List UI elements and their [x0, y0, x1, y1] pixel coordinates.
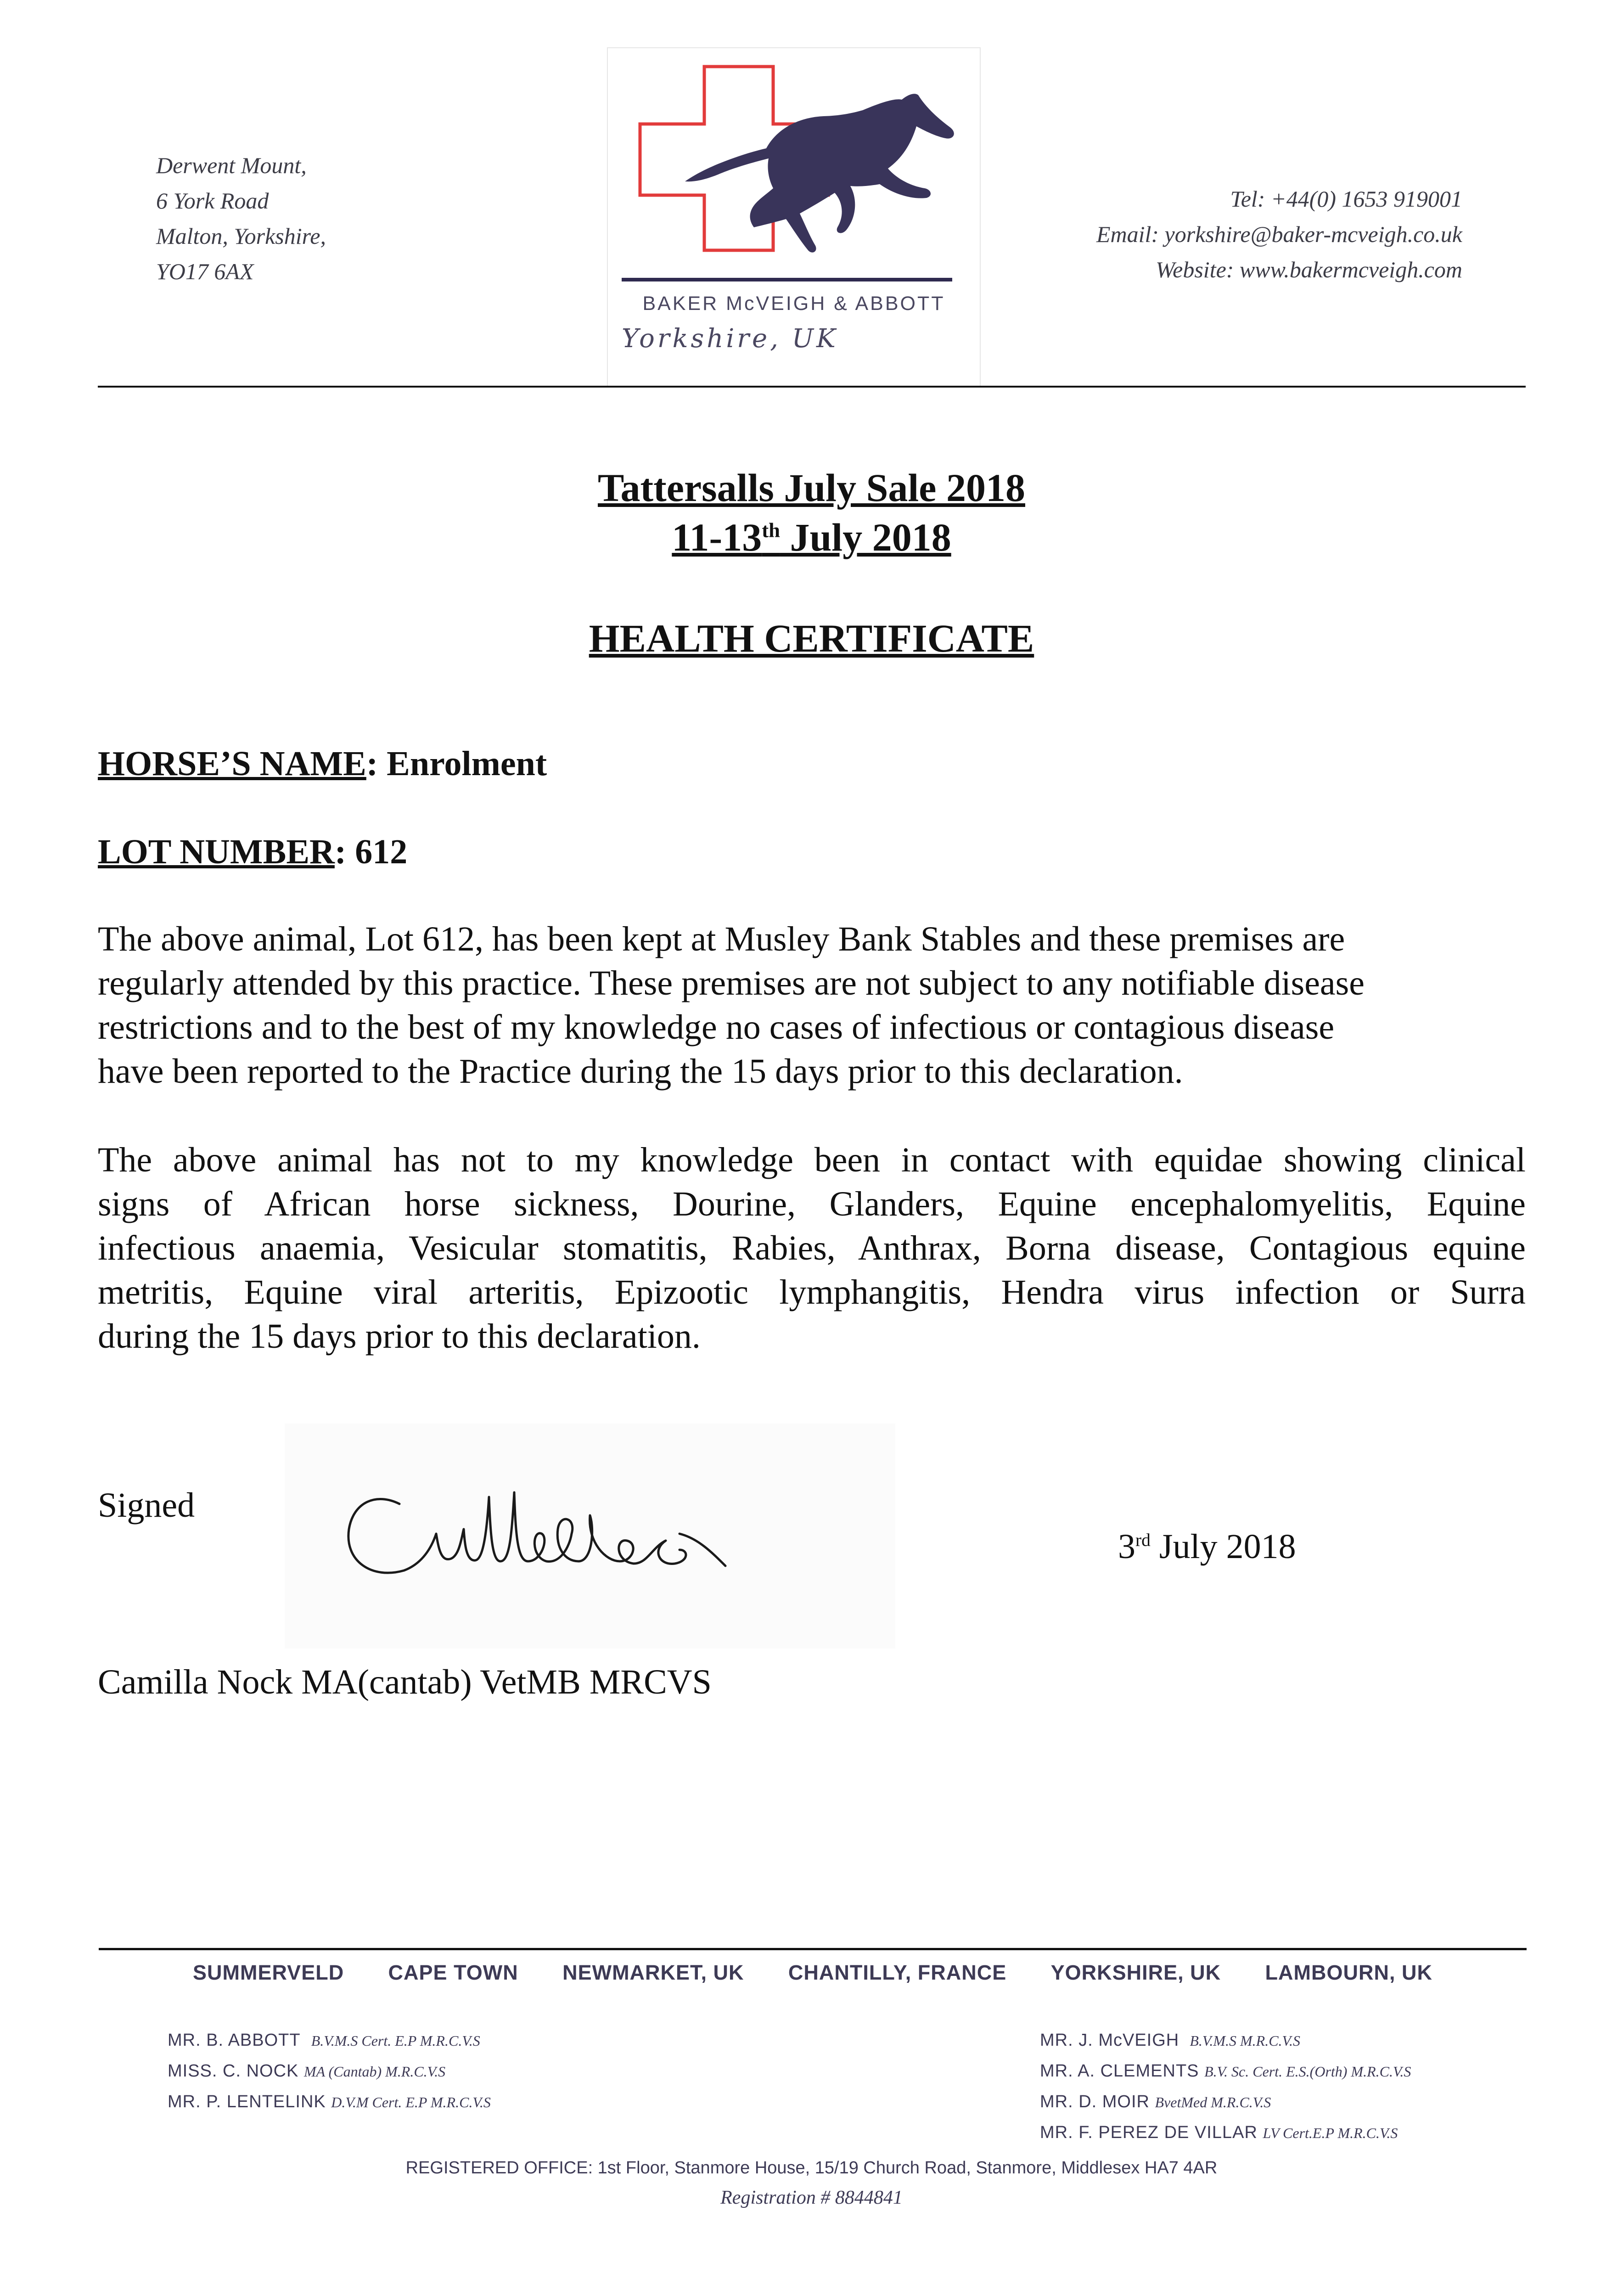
partner-name: MR. J. McVEIGH: [1040, 2031, 1179, 2050]
header-divider: [98, 386, 1526, 388]
signature-date: [1118, 1527, 1296, 1567]
paragraph-line: The above animal has not to my knowledge been in contact with equidae showing clinical: [98, 1141, 1526, 1179]
office-location: SUMMERVELD: [193, 1961, 344, 1984]
paragraph-line: The above animal, Lot 612, has been kept at Musley Bank Stables and these premises are: [98, 920, 1345, 958]
partner: [168, 2025, 491, 2056]
paragraph-line: have been reported to the Practice during the 15 days prior to this declaration.: [98, 1052, 1183, 1091]
horse-icon: [685, 94, 954, 252]
office-location: CAPE TOWN: [388, 1961, 518, 1984]
partner-quals: LV Cert.E.P M.R.C.V.S: [1263, 2125, 1398, 2141]
paragraph-line: regularly attended by this practice. These premises are not subject to any notifiable disease: [98, 964, 1365, 1002]
horse-name-field: [98, 744, 547, 784]
registered-office: REGISTERED OFFICE: 1st Floor, Stanmore House, 15/19 Church Road, Stanmore, Middlesex HA7 4AR: [405, 2158, 1218, 2178]
logo-divider: [622, 278, 952, 281]
partner-name: MR. A. CLEMENTS: [1040, 2061, 1199, 2081]
signer-name: Camilla Nock MA(cantab) VetMB MRCVS: [98, 1663, 712, 1701]
partner-name: MR. D. MOIR: [1040, 2092, 1150, 2111]
partner: [1040, 2025, 1411, 2056]
contact-website: Website: www.bakermcveigh.com: [1156, 257, 1462, 282]
sale-date-suffix: July 2018: [780, 515, 951, 559]
date-rest: July 2018: [1150, 1527, 1296, 1566]
footer-divider: [99, 1948, 1527, 1950]
partner: [1040, 2056, 1411, 2087]
office-location: YORKSHIRE, UK: [1050, 1961, 1221, 1984]
office-location: LAMBOURN, UK: [1265, 1961, 1432, 1984]
premises-paragraph: [98, 917, 1526, 1093]
partner: [1040, 2087, 1411, 2117]
lot-number-field: [98, 832, 407, 872]
date-suffix: rd: [1135, 1530, 1151, 1550]
handwritten-signature-icon: [285, 1424, 895, 1649]
date-day: 3: [1118, 1527, 1135, 1566]
partner: [168, 2087, 491, 2117]
sale-title: Tattersalls July Sale 2018: [598, 466, 1025, 510]
paragraph-line: metritis, Equine viral arteritis, Epizootic lymphangitis, Hendra virus infection or Surra: [98, 1273, 1526, 1311]
sale-dates: [0, 514, 1623, 560]
horse-name-label: HORSE’S NAME: [98, 744, 366, 783]
partners-left: [168, 2025, 491, 2117]
signature-image: [285, 1424, 895, 1649]
partner-name: MR. F. PEREZ DE VILLAR: [1040, 2123, 1258, 2142]
partner-name: MISS. C. NOCK: [168, 2061, 299, 2081]
office-location: CHANTILLY, FRANCE: [788, 1961, 1007, 1984]
address-line: Derwent Mount,: [156, 152, 307, 178]
lot-number-label: LOT NUMBER: [98, 833, 335, 871]
paragraph-line: restrictions and to the best of my knowledge no cases of infectious or contagious disease: [98, 1008, 1335, 1047]
partner-quals: B.V.M.S M.R.C.V.S: [1190, 2032, 1300, 2049]
signed-label: Signed: [98, 1486, 195, 1525]
partner-quals: BvetMed M.R.C.V.S: [1155, 2094, 1271, 2110]
partner-quals: D.V.M Cert. E.P M.R.C.V.S: [331, 2094, 491, 2110]
registration-number: Registration # 8844841: [720, 2187, 903, 2208]
sale-date-sup: th: [762, 518, 780, 542]
contact-phone: Tel: +44(0) 1653 919001: [1230, 186, 1462, 212]
paragraph-line: infectious anaemia, Vesicular stomatitis, Rabies, Anthrax, Borna disease, Contagious equine: [98, 1229, 1526, 1267]
partners-right: [1040, 2025, 1411, 2148]
horse-name-value: : Enrolment: [366, 744, 547, 783]
logo-name: BAKER McVEIGH & ABBOTT: [642, 293, 945, 315]
paragraph-line: signs of African horse sickness, Dourine, Glanders, Equine encephalomyelitis, Equine: [98, 1185, 1526, 1223]
partner-name: MR. P. LENTELINK: [168, 2092, 326, 2111]
address-line: YO17 6AX: [156, 259, 254, 284]
office-locations: [193, 1952, 1432, 1994]
practice-contact: [1096, 181, 1462, 287]
contact-email: Email: yorkshire@baker-mcveigh.co.uk: [1096, 221, 1462, 247]
practice-address: [156, 148, 326, 289]
address-line: 6 York Road: [156, 188, 269, 214]
partner-quals: MA (Cantab) M.R.C.V.S: [303, 2063, 446, 2080]
certificate-heading: HEALTH CERTIFICATE: [589, 616, 1034, 660]
practice-logo: [607, 47, 981, 387]
logo-subtitle: Yorkshire, UK: [622, 324, 838, 354]
partner: [168, 2056, 491, 2087]
partner: [1040, 2117, 1411, 2148]
sale-date-prefix: 11-13: [672, 515, 762, 559]
horse-cross-logo-icon: [608, 48, 980, 287]
partner-quals: B.V.M.S Cert. E.P M.R.C.V.S: [311, 2032, 480, 2049]
partner-quals: B.V. Sc. Cert. E.S.(Orth) M.R.C.V.S: [1204, 2063, 1411, 2080]
lot-number-value: : 612: [334, 833, 408, 871]
paragraph-line: during the 15 days prior to this declaration.: [98, 1317, 701, 1356]
disease-contact-paragraph: [98, 1138, 1526, 1358]
address-line: Malton, Yorkshire,: [156, 223, 326, 249]
partner-name: MR. B. ABBOTT: [168, 2031, 301, 2050]
office-location: NEWMARKET, UK: [562, 1961, 744, 1984]
